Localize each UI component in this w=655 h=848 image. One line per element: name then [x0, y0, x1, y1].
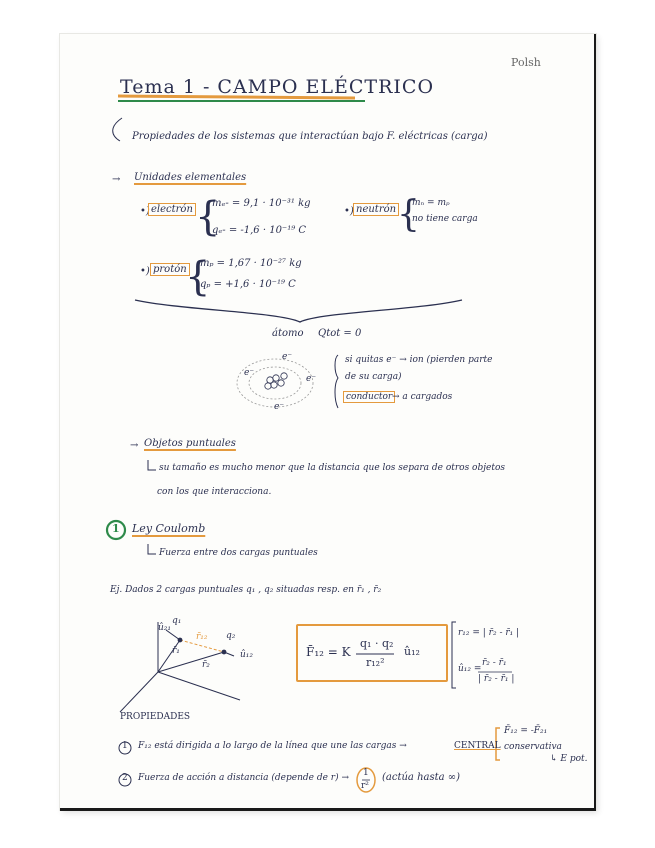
proton-bullet: •): [140, 266, 150, 277]
coulomb-sub: Fuerza entre dos cargas puntuales: [159, 548, 318, 558]
atom-note-2: → a cargados: [392, 392, 453, 402]
curly-brace: [135, 300, 462, 322]
conductor-label: conductor: [343, 391, 395, 403]
property-2-text: Fuerza de acción a distancia (depende de r) →: [138, 773, 349, 783]
atom-note-1: si quitas e⁻ → ion (pierden parte: [345, 355, 493, 365]
page-title: Tema 1 - CAMPO ELÉCTRICO: [120, 76, 435, 98]
property-1-box-2: conservativa: [504, 742, 562, 752]
electron-mark: e⁻: [282, 352, 293, 362]
property-number: 1: [122, 741, 128, 751]
charge-q2-dot: [222, 650, 227, 655]
electron-charge: qₑ- = -1,6 · 10⁻¹⁹ C: [212, 225, 307, 236]
electron-mark: e⁻: [306, 374, 317, 384]
electron-bullet: •): [140, 206, 150, 217]
label-r2: r̄₂: [202, 660, 210, 670]
electron-label: electrón: [148, 203, 196, 216]
brace: {: [185, 254, 211, 300]
proton-label: protón: [150, 263, 190, 276]
proton-mass: mₚ = 1,67 · 10⁻²⁷ kg: [200, 258, 302, 269]
author-signature: Polsh: [511, 56, 541, 69]
property-2-frac-num: 1: [363, 768, 369, 778]
electron-mark: e⁻: [274, 402, 285, 412]
atom-diagram: [237, 359, 313, 407]
vector-diagram: [120, 622, 240, 712]
formula-lhs: F̄₁₂ = K: [306, 645, 351, 659]
objects-heading: Objetos puntuales: [144, 438, 236, 449]
side-formula-u12-lhs: û₁₂ =: [458, 664, 482, 674]
property-2-frac-den: r²: [361, 781, 369, 791]
charge-q1-dot: [178, 638, 183, 643]
electron-mass: mₑ- = 9,1 · 10⁻³¹ kg: [212, 198, 311, 209]
hook-arrow: [113, 118, 122, 141]
property-1-box-3: ↳ E pot.: [550, 754, 588, 764]
neutron-mass: mₙ = mₚ: [412, 198, 450, 208]
label-q1: q₁: [172, 616, 182, 626]
arrow-bullet: →: [130, 440, 139, 451]
arrow-bullet: →: [112, 174, 121, 185]
brace: {: [195, 194, 221, 240]
property-number: 2: [122, 773, 128, 783]
neutron-label: neutrón: [353, 203, 399, 216]
property-1-box-1: F̄₁₂ = -F̄₂₁: [504, 726, 548, 736]
atom-note-1b: de su carga): [345, 372, 402, 382]
neutron-bullet: •): [344, 206, 354, 217]
objects-line-2: con los que interacciona.: [157, 487, 272, 497]
atom-qtot: Qtot = 0: [318, 328, 362, 339]
side-formula-u12-num: r̄₂ - r̄₁: [482, 658, 507, 668]
section-number: 1: [112, 522, 120, 535]
label-u21: û₂₁: [158, 623, 172, 633]
side-formula-r12: r₁₂ = | r̄₂ - r̄₁ |: [458, 628, 520, 638]
units-heading: Unidades elementales: [134, 172, 247, 183]
properties-heading: PROPIEDADES: [120, 712, 191, 722]
property-2-tail: (actúa hasta ∞): [382, 772, 460, 783]
coulomb-heading: Ley Coulomb: [132, 522, 206, 535]
intro-text: Propiedades de los sistemas que interactúan bajo F. eléctricas (carga): [132, 131, 488, 142]
side-formula-u12-den: | r̄₂ - r̄₁ |: [478, 674, 515, 684]
brace: {: [397, 194, 420, 235]
atom-label: átomo: [272, 328, 304, 339]
proton-charge: qₚ = +1,6 · 10⁻¹⁹ C: [200, 279, 296, 290]
formula-numerator: q₁ · q₂: [360, 637, 394, 650]
label-r1: r̄₁: [172, 646, 180, 656]
coulomb-example: Ej. Dados 2 cargas puntuales q₁ , q₂ situadas resp. en r̄₁ , r̄₂: [110, 585, 382, 595]
label-u12: û₁₂: [240, 650, 254, 660]
electron-mark: e⁻: [244, 368, 255, 378]
label-q2: q₂: [226, 631, 236, 641]
neutron-note: no tiene carga: [412, 214, 478, 224]
label-r12: r̄₁₂: [196, 632, 208, 642]
property-1-tag: CENTRAL: [454, 741, 501, 751]
formula-denominator: r₁₂²: [366, 656, 385, 669]
formula-unit-vector: û₁₂: [404, 645, 420, 658]
objects-line-1: su tamaño es mucho menor que la distancia que los separa de otros objetos: [159, 463, 506, 473]
property-1-text: F₁₂ está dirigida a lo largo de la línea que une las cargas →: [138, 741, 407, 751]
